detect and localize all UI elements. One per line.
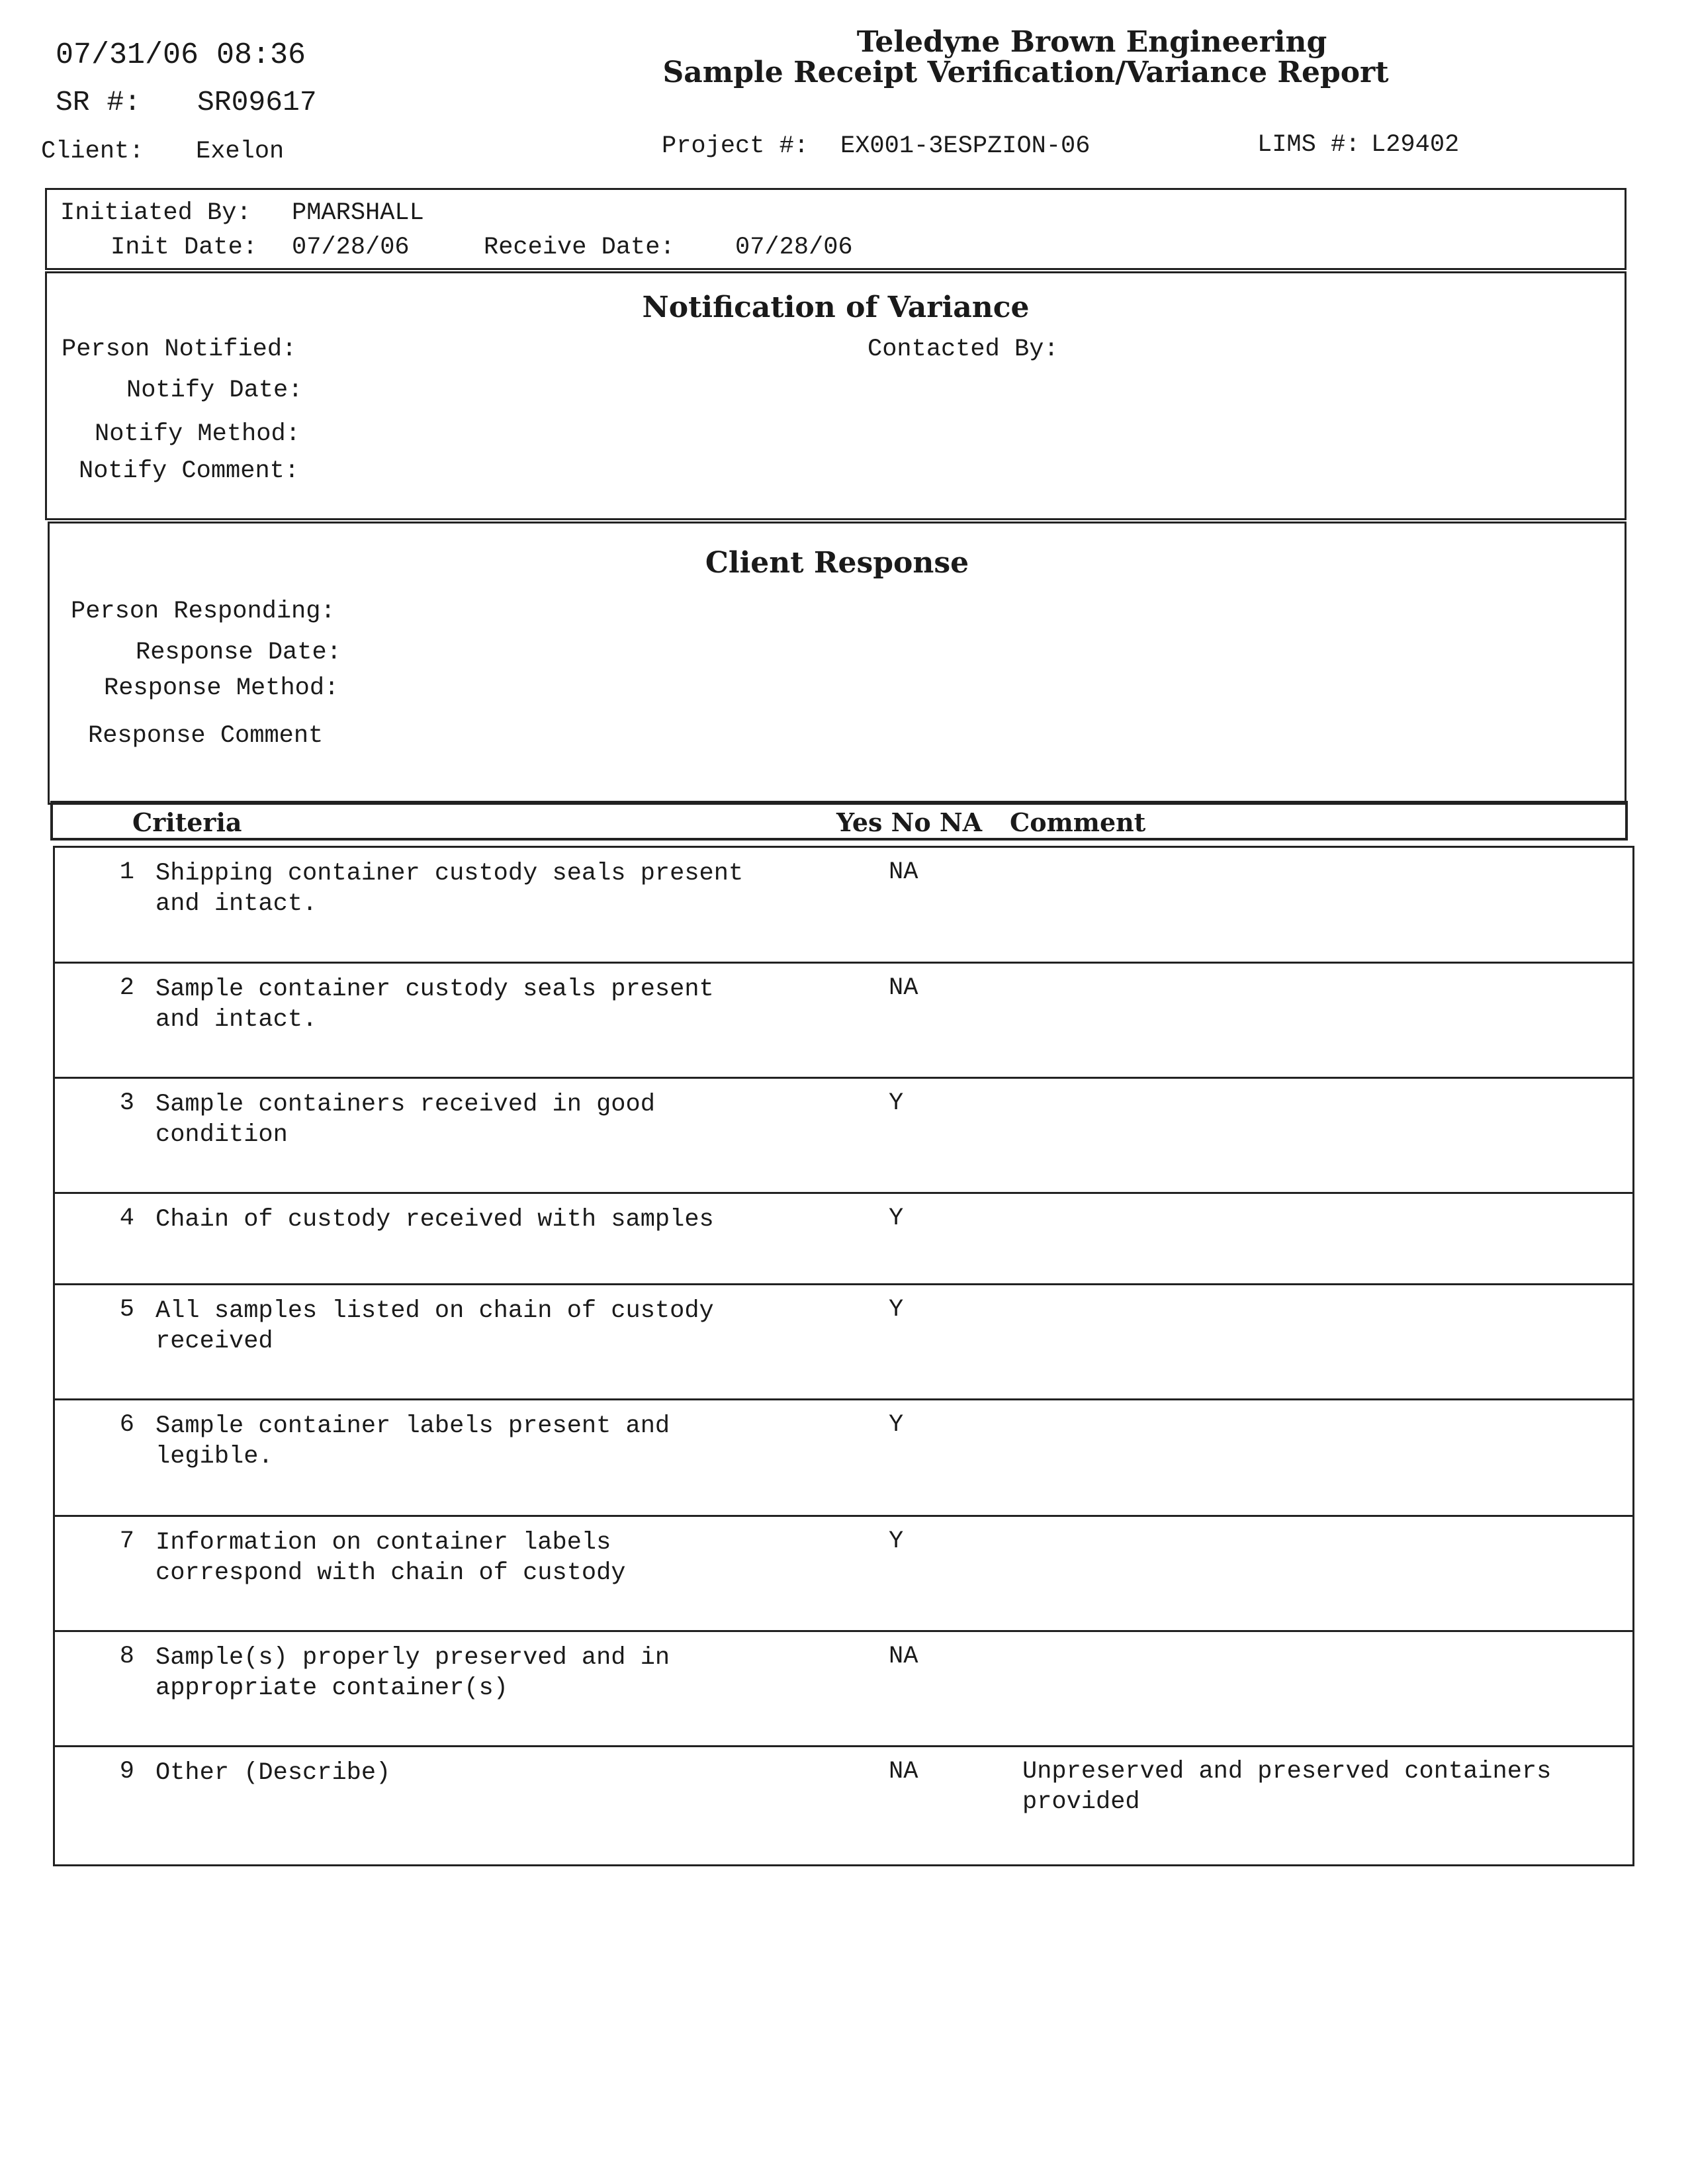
criteria-text: Other (Describe) xyxy=(156,1759,391,1787)
criteria-number: 9 xyxy=(119,1758,134,1786)
init-date-value: 07/28/06 xyxy=(292,234,410,261)
table-row xyxy=(55,1400,1632,1517)
criteria-answer: Y xyxy=(889,1296,904,1324)
criteria-number: 4 xyxy=(119,1205,134,1232)
initiation-box xyxy=(45,188,1627,270)
table-row xyxy=(55,1747,1632,1864)
client-label: Client: xyxy=(41,138,144,165)
project-number: EX001-3ESPZION-06 xyxy=(840,132,1091,160)
table-row xyxy=(55,964,1632,1079)
table-row xyxy=(55,1079,1632,1194)
table-row xyxy=(55,1632,1632,1747)
criteria-answer: Y xyxy=(889,1089,904,1117)
criteria-text: Sample container custody seals present and intact. xyxy=(156,976,714,1034)
notification-title: Notification of Variance xyxy=(642,291,1030,324)
initiated-by-label: Initiated By: xyxy=(60,199,251,227)
client-response-title: Client Response xyxy=(705,546,969,580)
criteria-number: 7 xyxy=(119,1527,134,1555)
project-label: Project #: xyxy=(662,132,809,160)
criteria-header-label: Criteria xyxy=(132,807,242,837)
criteria-number: 5 xyxy=(119,1296,134,1324)
criteria-text: Shipping container custody seals present and intact. xyxy=(156,860,744,918)
notify-date-label: Notify Date: xyxy=(126,377,303,404)
client-name: Exelon xyxy=(196,138,285,165)
client-response-box xyxy=(48,522,1627,805)
init-date-label: Init Date: xyxy=(111,234,258,261)
criteria-number: 6 xyxy=(119,1411,134,1439)
criteria-text: Information on container labels correspond with chain of custody xyxy=(156,1529,626,1587)
receive-date-value: 07/28/06 xyxy=(735,234,853,261)
response-date-label: Response Date: xyxy=(136,639,341,666)
comment-header: Comment xyxy=(1010,807,1146,837)
person-notified-label: Person Notified: xyxy=(62,336,297,363)
person-responding-label: Person Responding: xyxy=(71,598,335,625)
notify-method-label: Notify Method: xyxy=(95,420,300,448)
receive-date-label: Receive Date: xyxy=(484,234,675,261)
table-row xyxy=(55,1517,1632,1632)
lims-number: L29402 xyxy=(1371,131,1460,159)
notification-box xyxy=(45,271,1627,520)
table-row xyxy=(55,1194,1632,1285)
response-comment-label: Response Comment xyxy=(88,722,324,750)
criteria-text: All samples listed on chain of custody received xyxy=(156,1297,714,1355)
response-method-label: Response Method: xyxy=(104,674,339,702)
criteria-text: Chain of custody received with samples xyxy=(156,1206,714,1234)
criteria-answer: NA xyxy=(889,974,918,1002)
table-row xyxy=(55,848,1632,964)
initiated-by-value: PMARSHALL xyxy=(292,199,424,227)
criteria-number: 3 xyxy=(119,1089,134,1117)
notify-comment-label: Notify Comment: xyxy=(79,457,300,485)
company-name: Teledyne Brown Engineering xyxy=(856,25,1327,59)
yes-no-na-header: Yes No NA xyxy=(836,807,983,837)
report-title: Sample Receipt Verification/Variance Report xyxy=(662,56,1389,89)
criteria-header xyxy=(50,801,1628,841)
criteria-number: 8 xyxy=(119,1643,134,1670)
contacted-by-label: Contacted By: xyxy=(868,336,1059,363)
report-datetime: 07/31/06 08:36 xyxy=(56,38,306,72)
sr-label: SR #: xyxy=(56,86,142,118)
criteria-answer: Y xyxy=(889,1411,904,1439)
criteria-table xyxy=(53,846,1634,1866)
lims-label: LIMS #: xyxy=(1257,131,1360,159)
criteria-number: 2 xyxy=(119,974,134,1002)
criteria-text: Sample containers received in good condition xyxy=(156,1091,655,1149)
table-row xyxy=(55,1285,1632,1400)
criteria-answer: Y xyxy=(889,1205,904,1232)
criteria-comment: Unpreserved and preserved containers provided xyxy=(1022,1758,1552,1816)
criteria-answer: NA xyxy=(889,1643,918,1670)
sr-number: SR09617 xyxy=(197,86,317,118)
criteria-answer: NA xyxy=(889,858,918,886)
criteria-answer: NA xyxy=(889,1758,918,1786)
criteria-answer: Y xyxy=(889,1527,904,1555)
criteria-text: Sample container labels present and legible. xyxy=(156,1412,670,1471)
criteria-number: 1 xyxy=(119,858,134,886)
criteria-text: Sample(s) properly preserved and in appropriate container(s) xyxy=(156,1644,670,1702)
